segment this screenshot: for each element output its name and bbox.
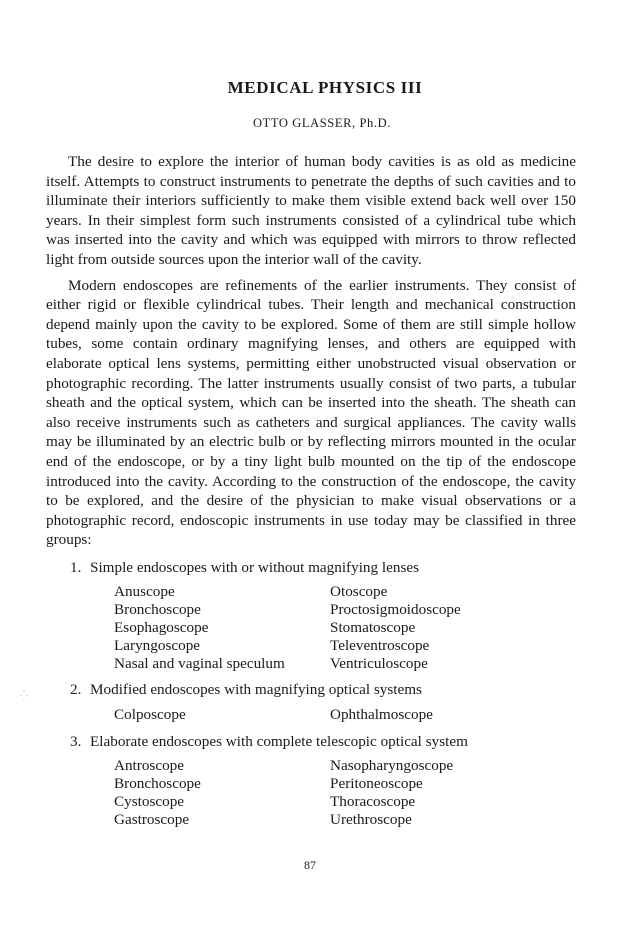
group-heading — [46, 680, 576, 700]
instrument-name: Esophagoscope — [114, 619, 209, 637]
instrument-name: Cystoscope — [114, 793, 185, 811]
author-byline: OTTO GLASSER, Ph.D. — [253, 116, 391, 130]
instrument-name: Otoscope — [330, 583, 388, 601]
endoscope-group — [46, 680, 576, 723]
instrument-name: Televentroscope — [330, 636, 430, 654]
instrument-name: Ventriculoscope — [330, 654, 428, 672]
paragraph-endoscopes: Modern endoscopes are refinements of the earlier instruments. They consist of either rigid or flexible cylindrical tubes. Their length and mechanical construction depend mainly upon the cavity to be explored. Some of them are still simple hollow tubes, some contain ordinary magnifying lenses, and others are equipped with elaborate optical lens systems, permitting either unobstructed visual observation or photographic recording. The latter instruments usually consist of two parts, a tubular sheath and the optical system, which can be inserted into the sheath. The sheath can also receive instruments such as catheters and surgical appliances. The cavity walls may be illuminated by an electric bulb or by reflecting mirrors mounted in the ocular end of the endoscope, or by a tiny light bulb mounted on the tip of the endoscope introduced into the cavity. According to the construction of the endoscope, the cavity to be explored, and the desire of the physician to make visual observations or a photographic record, endoscopic instruments in use today may be classified in three groups: — [46, 276, 576, 549]
instrument-name: Proctosigmoidoscope — [330, 601, 461, 619]
instrument-name: Bronchoscope — [114, 775, 201, 793]
instrument-name: Nasal and vaginal speculum — [114, 654, 285, 672]
endoscope-groups — [46, 558, 576, 829]
group-heading-text: Modified endoscopes with magnifying optical systems — [90, 681, 422, 699]
instrument-list — [46, 706, 576, 724]
instrument-name: Nasopharyngoscope — [330, 757, 454, 775]
instrument-name: Stomatoscope — [330, 619, 416, 637]
endoscope-group — [46, 558, 576, 673]
instrument-name: Antroscope — [114, 757, 185, 775]
instrument-name: Urethroscope — [330, 810, 412, 828]
instrument-name: Colposcope — [114, 706, 186, 724]
paragraph-intro: The desire to explore the interior of human body cavities is as old as medicine itself. Attempts to construct instruments to penetrate the depths of such cavities and to illuminate their interiors sufficiently to make them visible extend back well over 150 years. In their simplest form such instruments consisted of a cylindrical tube which was inserted into the cavity and which was equipped with mirrors to throw reflected light from outside sources upon the interior wall of the cavity. — [46, 153, 576, 268]
instrument-name: Anuscope — [114, 583, 175, 601]
group-heading-text: Elaborate endoscopes with complete telescopic optical system — [90, 732, 468, 750]
group-heading-text: Simple endoscopes with or without magnifying lenses — [90, 558, 420, 576]
instrument-name: Gastroscope — [114, 810, 190, 828]
print-speck: ⁛ — [20, 691, 28, 702]
group-number: 3. — [70, 732, 82, 750]
instrument-name: Ophthalmoscope — [330, 706, 433, 724]
instrument-list — [46, 583, 576, 672]
instrument-name: Laryngoscope — [114, 636, 201, 654]
article-body — [46, 152, 576, 829]
article-title: MEDICAL PHYSICS III — [227, 78, 423, 97]
page-number: 87 — [304, 858, 316, 872]
endoscope-group — [46, 732, 576, 829]
group-number: 2. — [70, 681, 82, 699]
instrument-name: Thoracoscope — [330, 793, 416, 811]
instrument-name: Bronchoscope — [114, 601, 201, 619]
group-number: 1. — [70, 558, 82, 576]
group-heading — [46, 732, 576, 752]
instrument-name: Peritoneoscope — [330, 775, 423, 793]
group-heading — [46, 558, 576, 578]
instrument-list — [46, 757, 576, 828]
